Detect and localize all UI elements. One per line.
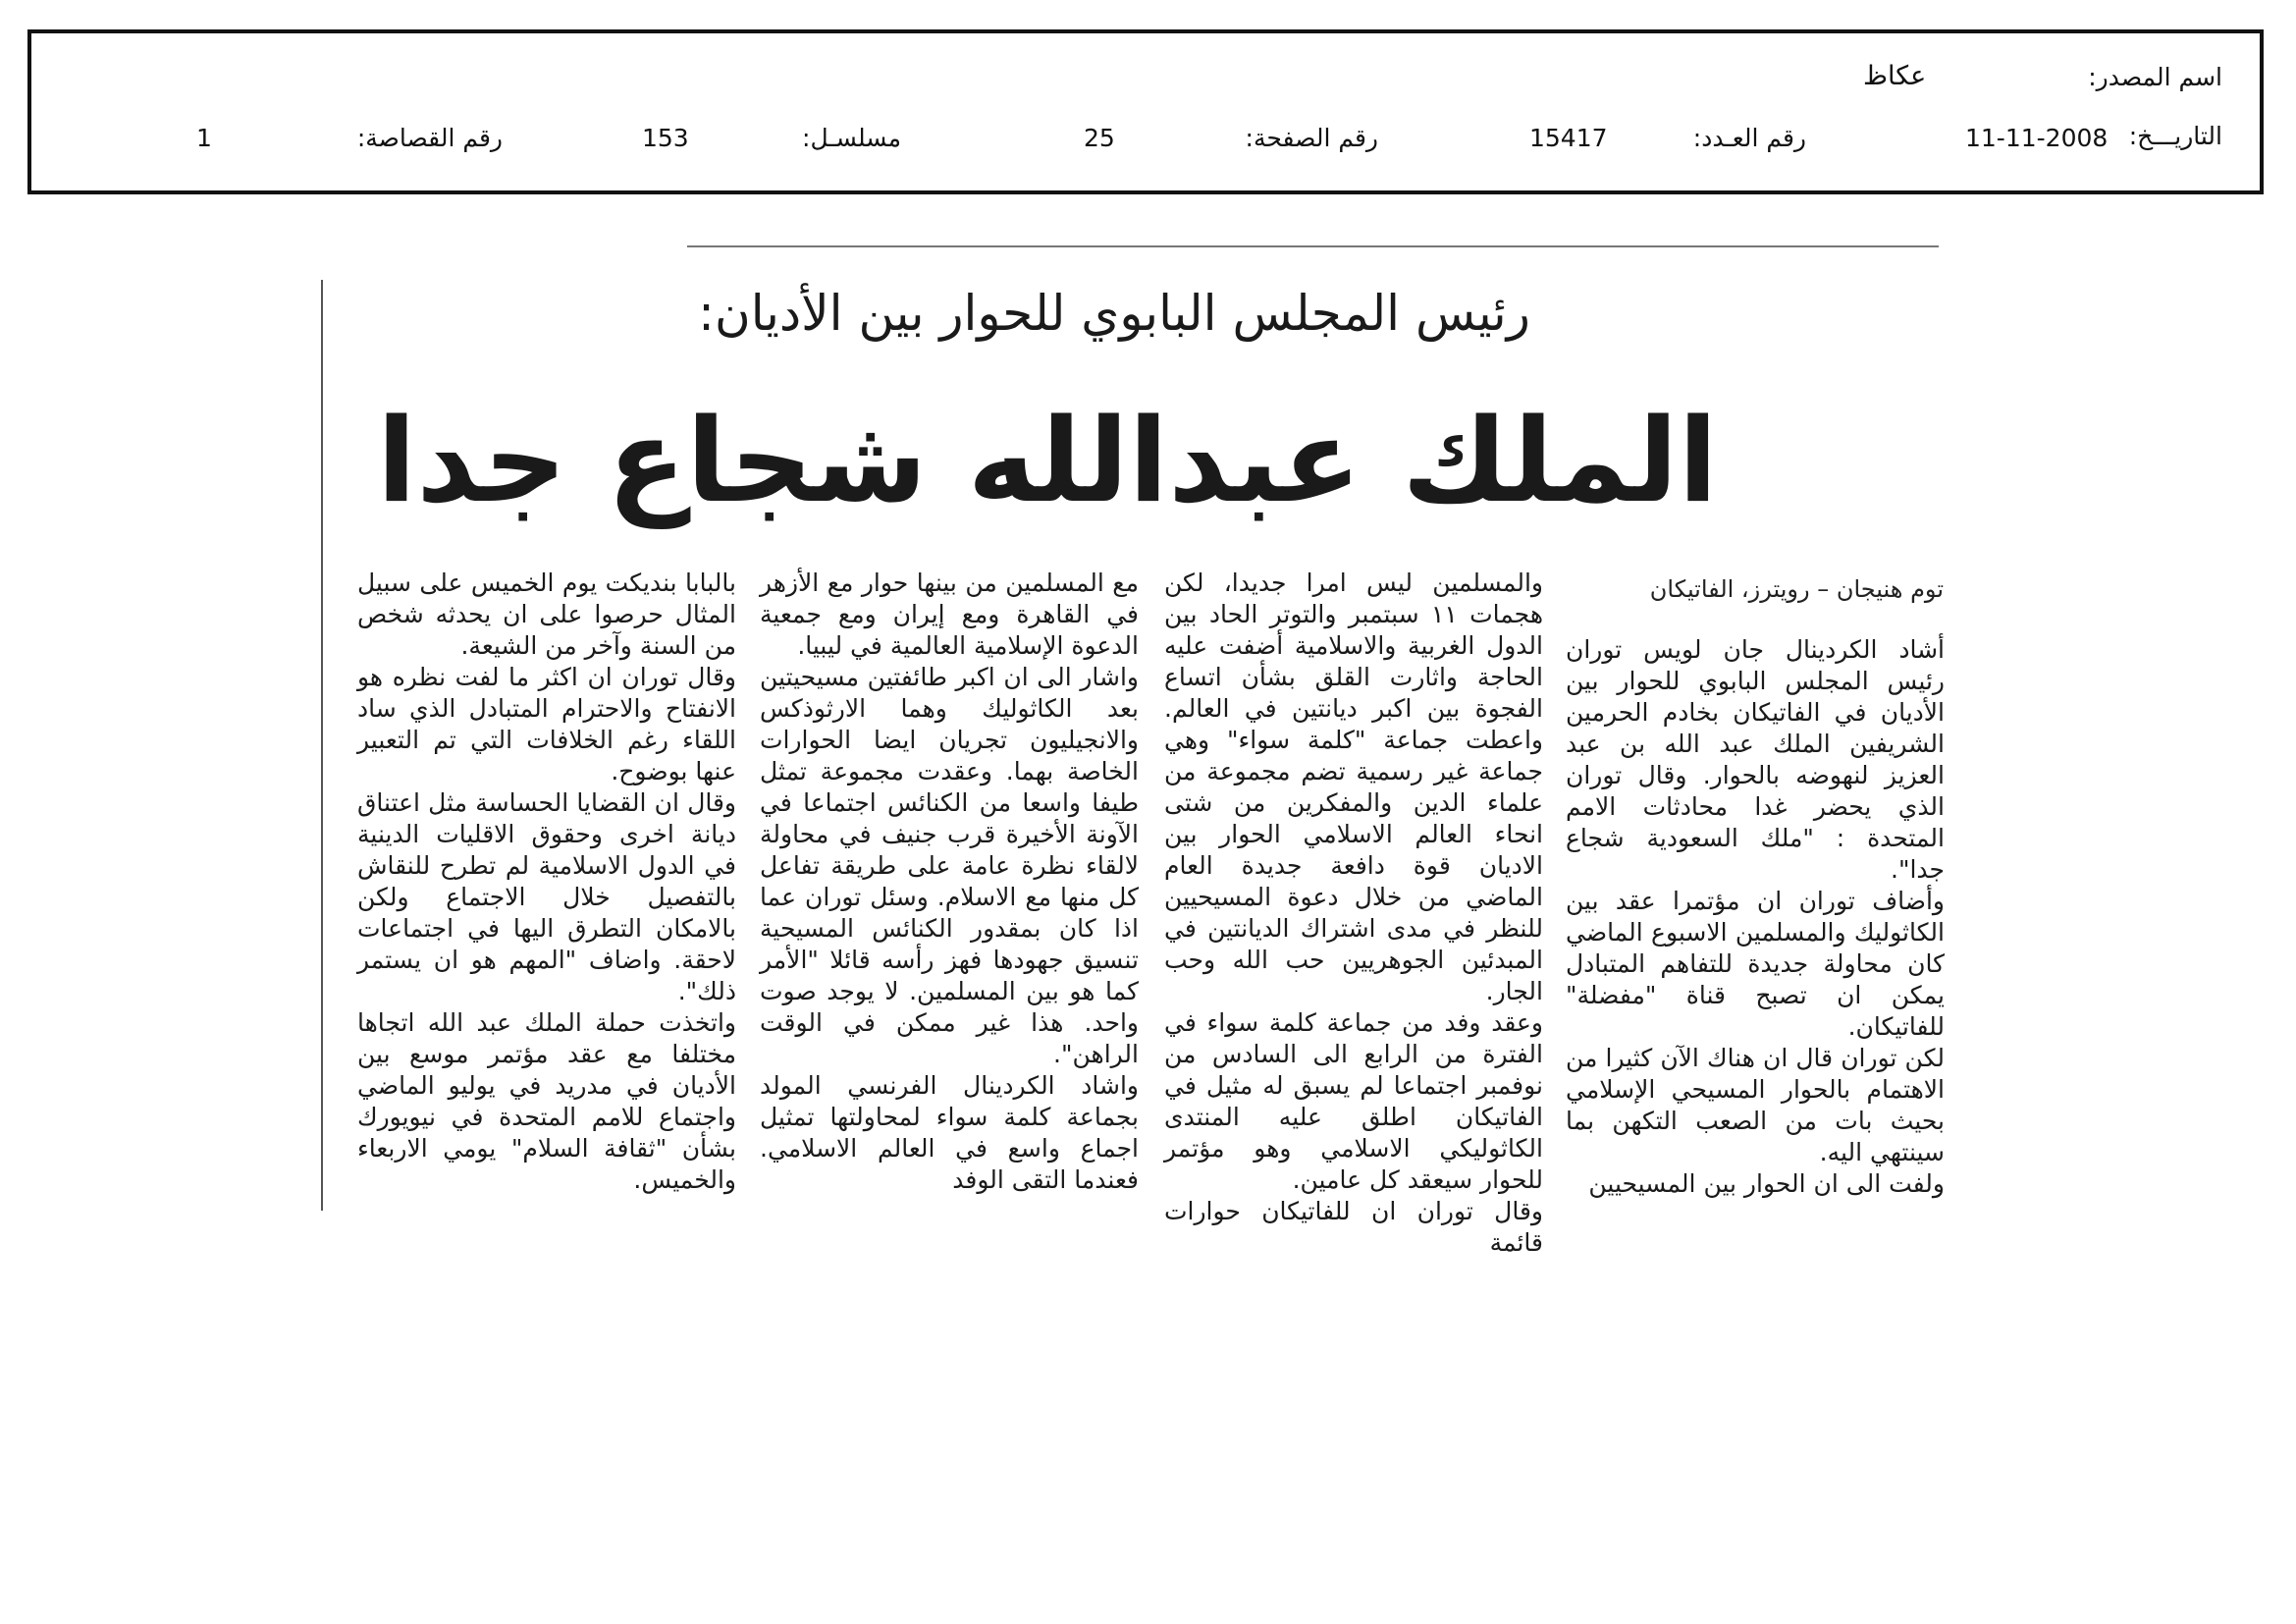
- page-number-label: رقم الصفحة:: [1245, 124, 1378, 152]
- clipping-header-box: [27, 29, 2264, 194]
- paragraph: واشاد الكردينال الفرنسي المولد بجماعة كلمة سواء لمحاولتها تمثيل اجماع واسع في العالم الاسلامي. فعندما التقى الوفد: [760, 1071, 1139, 1194]
- date-label: التاريـــخ:: [2128, 122, 2222, 150]
- article-column-1: [1566, 634, 1945, 1200]
- article-column-2: [1164, 568, 1543, 1259]
- clip-number-label: رقم القصاصة:: [356, 124, 503, 152]
- paragraph: وقال توران ان اكثر ما لفت نظره هو الانفتاح والاحترام المتبادل الذي ساد اللقاء رغم الخلافات التي تم التعبير عنها بوضوح.: [357, 663, 736, 785]
- clip-number-value: 1: [196, 124, 212, 152]
- date-value: 11-11-2008: [1965, 124, 2109, 152]
- source-value: عكاظ: [1863, 61, 1927, 91]
- serial-label: مسلسـل:: [802, 124, 901, 152]
- page-number-value: 25: [1084, 124, 1115, 152]
- serial-value: 153: [642, 124, 689, 152]
- paragraph: واشار الى ان اكبر طائفتين مسيحيتين بعد الكاثوليك وهما الارثوذكس والانجيليون تجريان ايضا الحوارات الخاصة بهما. وعقدت مجموعة تمثل طيفا واسعا من الكنائس اجتماعا في الآونة الأخيرة قرب جنيف في محاولة لالقاء نظرة عامة على طريقة تفاعل كل منها مع الاسلام. وسئل توران عما اذا كان بمقدور الكنائس المسيحية تنسيق جهودها فهز رأسه قائلا "الأمر كما هو بين المسلمين. لا يوجد صوت واحد. هذا غير ممكن في الوقت الراهن".: [760, 663, 1139, 1068]
- paragraph: لكن توران قال ان هناك الآن كثيرا من الاهتمام بالحوار المسيحي الإسلامي بحيث بات من الصعب التكهن بما سينتهي اليه.: [1566, 1044, 1945, 1166]
- article-subheadline: رئيس المجلس البابوي للحوار بين الأديان:: [698, 285, 1530, 342]
- paragraph: وقال توران ان للفاتيكان حوارات قائمة: [1164, 1197, 1543, 1257]
- paragraph: والمسلمين ليس امرا جديدا، لكن هجمات ١١ سبتمبر والتوتر الحاد بين الدول الغربية والاسلامية أضفت عليه الحاجة واثارت القلق بشأن اتساع الفجوة بين اكبر ديانتين في العالم. واعطت جماعة "كلمة سواء" وهي جماعة غير رسمية تضم مجموعة من علماء الدين والمفكرين من شتى انحاء العالم الاسلامي الحوار بين الاديان قوة دافعة جديدة العام الماضي من خلال دعوة المسيحيين للنظر في مدى اشتراك الديانتين في المبدئين الجوهريين حب الله وحب الجار.: [1164, 568, 1544, 1005]
- issue-label: رقم العـدد:: [1692, 124, 1806, 152]
- paragraph: أشاد الكردينال جان لويس توران رئيس المجلس البابوي للحوار بين الأديان في الفاتيكان بخادم الحرمين الشريفين الملك عبد الله بن عبد العزيز لنهوضه بالحوار. وقال توران الذي يحضر غدا محادثات الامم المتحدة : "ملك السعودية شجاع جدا".: [1566, 635, 1945, 884]
- article-column-3: [760, 568, 1139, 1196]
- paragraph: مع المسلمين من بينها حوار مع الأزهر في القاهرة ومع إيران ومع جمعية الدعوة الإسلامية العالمية في ليبيا.: [760, 568, 1139, 660]
- paragraph: واتخذت حملة الملك عبد الله اتجاها مختلفا مع عقد مؤتمر موسع بين الأديان في مدريد في يوليو الماضي واجتماع للامم المتحدة في نيويورك بشأن "ثقافة السلام" يومي الاربعاء والخميس.: [357, 1008, 736, 1194]
- paragraph: وقال ان القضايا الحساسة مثل اعتناق ديانة اخرى وحقوق الاقليات الدينية في الدول الاسلامية لم تطرح للنقاش بالتفصيل خلال الاجتماع ولكن بالامكان التطرق اليها في اجتماعات لاحقة. واضاف "المهم هو ان يستمر ذلك".: [357, 788, 736, 1005]
- left-column-rule: [321, 280, 323, 1211]
- issue-value: 15417: [1529, 124, 1608, 152]
- article-byline: توم هنيجان – رويترز، الفاتيكان: [1649, 575, 1944, 603]
- paragraph: وعقد وفد من جماعة كلمة سواء في الفترة من الرابع الى السادس من نوفمبر اجتماعا لم يسبق له مثيل في الفاتيكان اطلق عليه المنتدى الكاثوليكي الاسلامي وهو مؤتمر للحوار سيعقد كل عامين.: [1164, 1008, 1543, 1194]
- paragraph: بالبابا بنديكت يوم الخميس على سبيل المثال حرصوا على ان يحدثه شخص من السنة وآخر من الشيعة.: [357, 568, 736, 660]
- article-headline: الملك عبدالله شجاع جدا: [376, 393, 1718, 528]
- top-divider-line: [687, 245, 1939, 247]
- paragraph: وأضاف توران ان مؤتمرا عقد بين الكاثوليك والمسلمين الاسبوع الماضي كان محاولة جديدة للتفاهم المتبادل يمكن ان تصبح قناة "مفضلة" للفاتيكان.: [1566, 887, 1945, 1041]
- source-label: اسم المصدر:: [2088, 63, 2222, 91]
- article-column-4: [357, 568, 736, 1196]
- paragraph: ولفت الى ان الحوار بين المسيحيين: [1588, 1169, 1945, 1198]
